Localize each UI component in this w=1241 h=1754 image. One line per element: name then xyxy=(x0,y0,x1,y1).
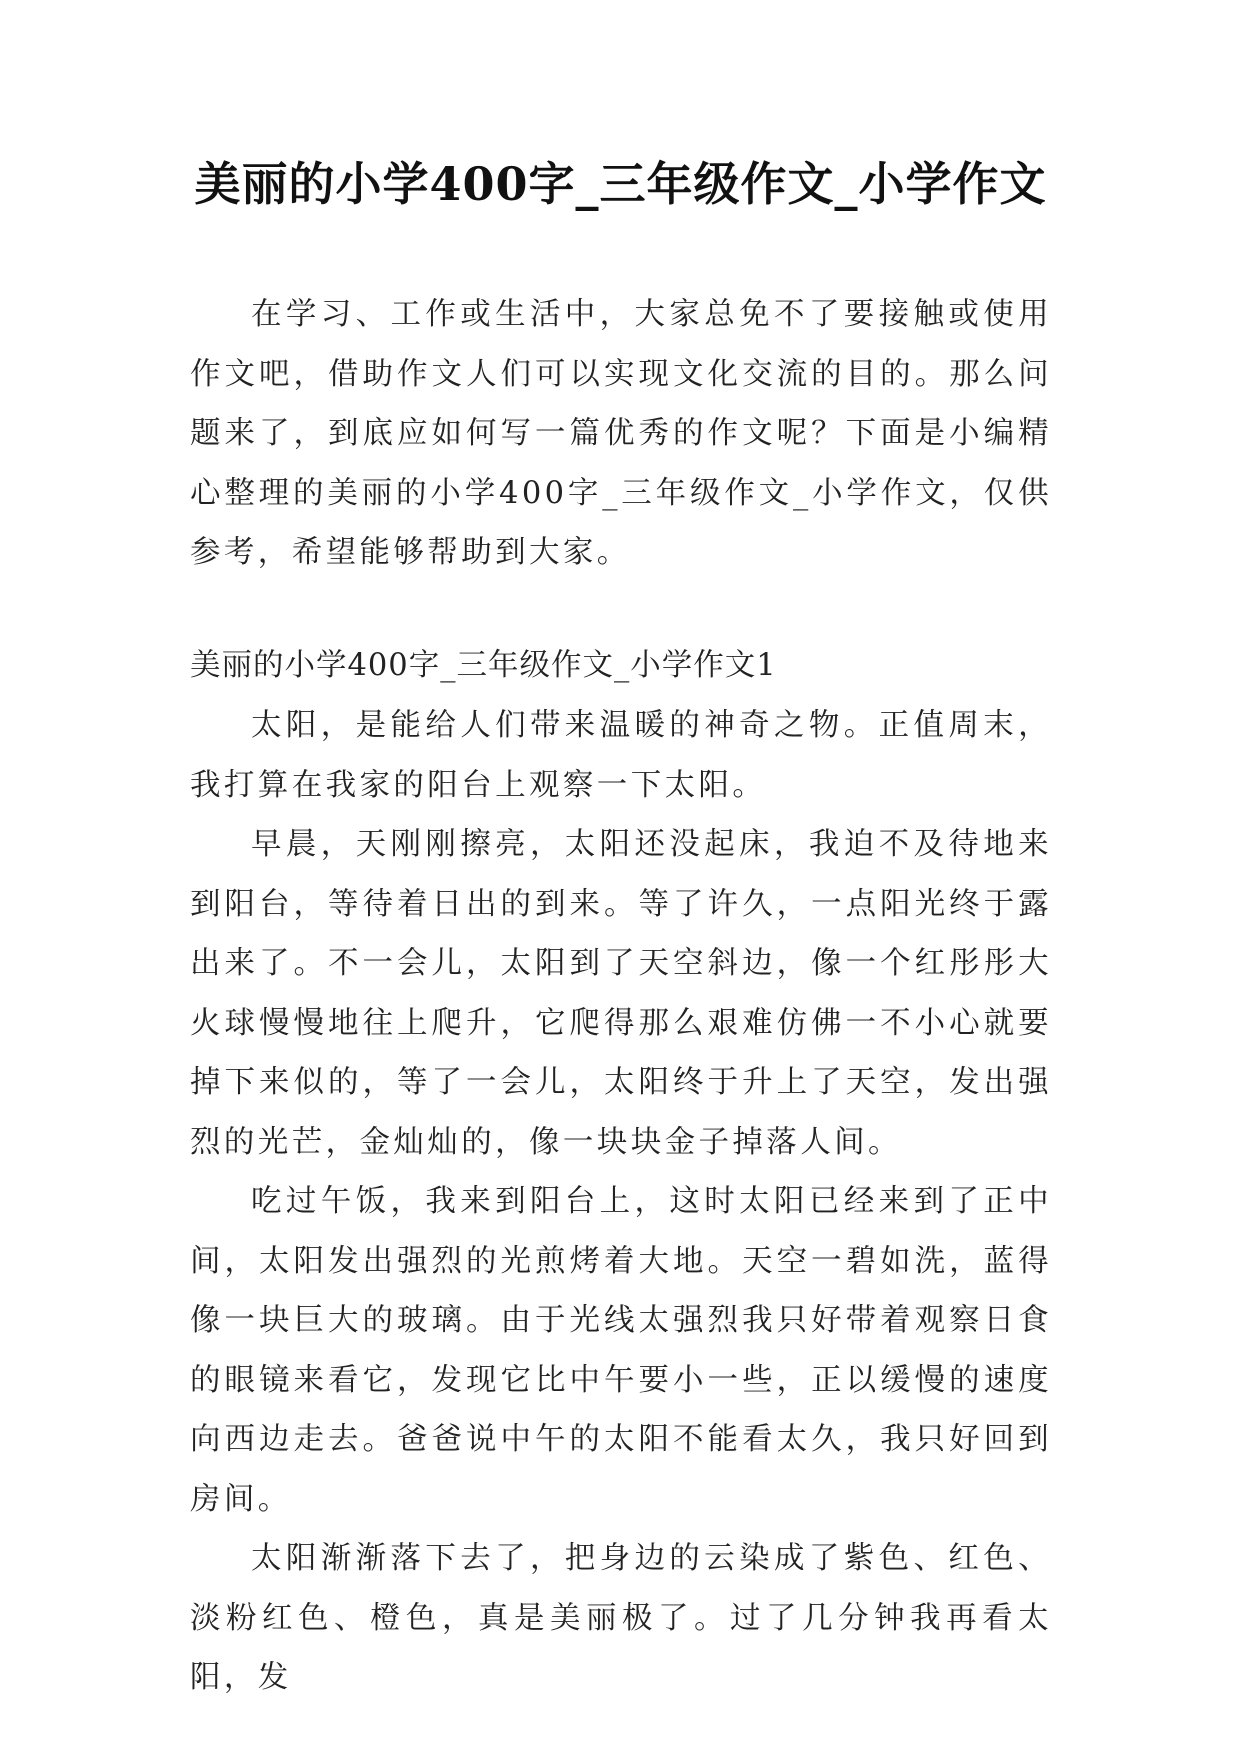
document-title: 美丽的小学400字_三年级作文_小学作文 xyxy=(194,157,1047,211)
essay-paragraph: 早晨，天刚刚擦亮，太阳还没起床，我迫不及待地来到阳台，等待着日出的到来。等了许久，一点阳光终于露出来了。不一会儿，太阳到了天空斜边，像一个红彤彤大火球慢慢地往上爬升，它爬得那么艰难仿佛一不小心就要掉下来似的，等了一会儿，太阳终于升上了天空，发出强烈的光芒，金灿灿的，像一块块金子掉落人间。 xyxy=(190,827,1052,1160)
essay-body xyxy=(190,696,1052,1708)
intro-paragraph: 在学习、工作或生活中，大家总免不了要接触或使用作文吧，借助作文人们可以实现文化交流的目的。那么问题来了，到底应如何写一篇优秀的作文呢？下面是小编精心整理的美丽的小学400字_三年级作文_小学作文，仅供参考，希望能够帮助到大家。 xyxy=(190,297,1052,570)
intro-section xyxy=(190,285,1052,583)
essay-paragraph: 太阳渐渐落下去了，把身边的云染成了紫色、红色、淡粉红色、橙色，真是美丽极了。过了几分钟我再看太阳，发 xyxy=(190,1541,1052,1695)
essay-paragraph: 太阳，是能给人们带来温暖的神奇之物。正值周末，我打算在我家的阳台上观察一下太阳。 xyxy=(190,708,1052,803)
section-heading: 美丽的小学400字_三年级作文_小学作文1 xyxy=(190,648,777,683)
essay-paragraph: 吃过午饭，我来到阳台上，这时太阳已经来到了正中间，太阳发出强烈的光煎烤着大地。天空一碧如洗，蓝得像一块巨大的玻璃。由于光线太强烈我只好带着观察日食的眼镜来看它，发现它比中午要小一些，正以缓慢的速度向西边走去。爸爸说中午的太阳不能看太久，我只好回到房间。 xyxy=(190,1184,1052,1517)
